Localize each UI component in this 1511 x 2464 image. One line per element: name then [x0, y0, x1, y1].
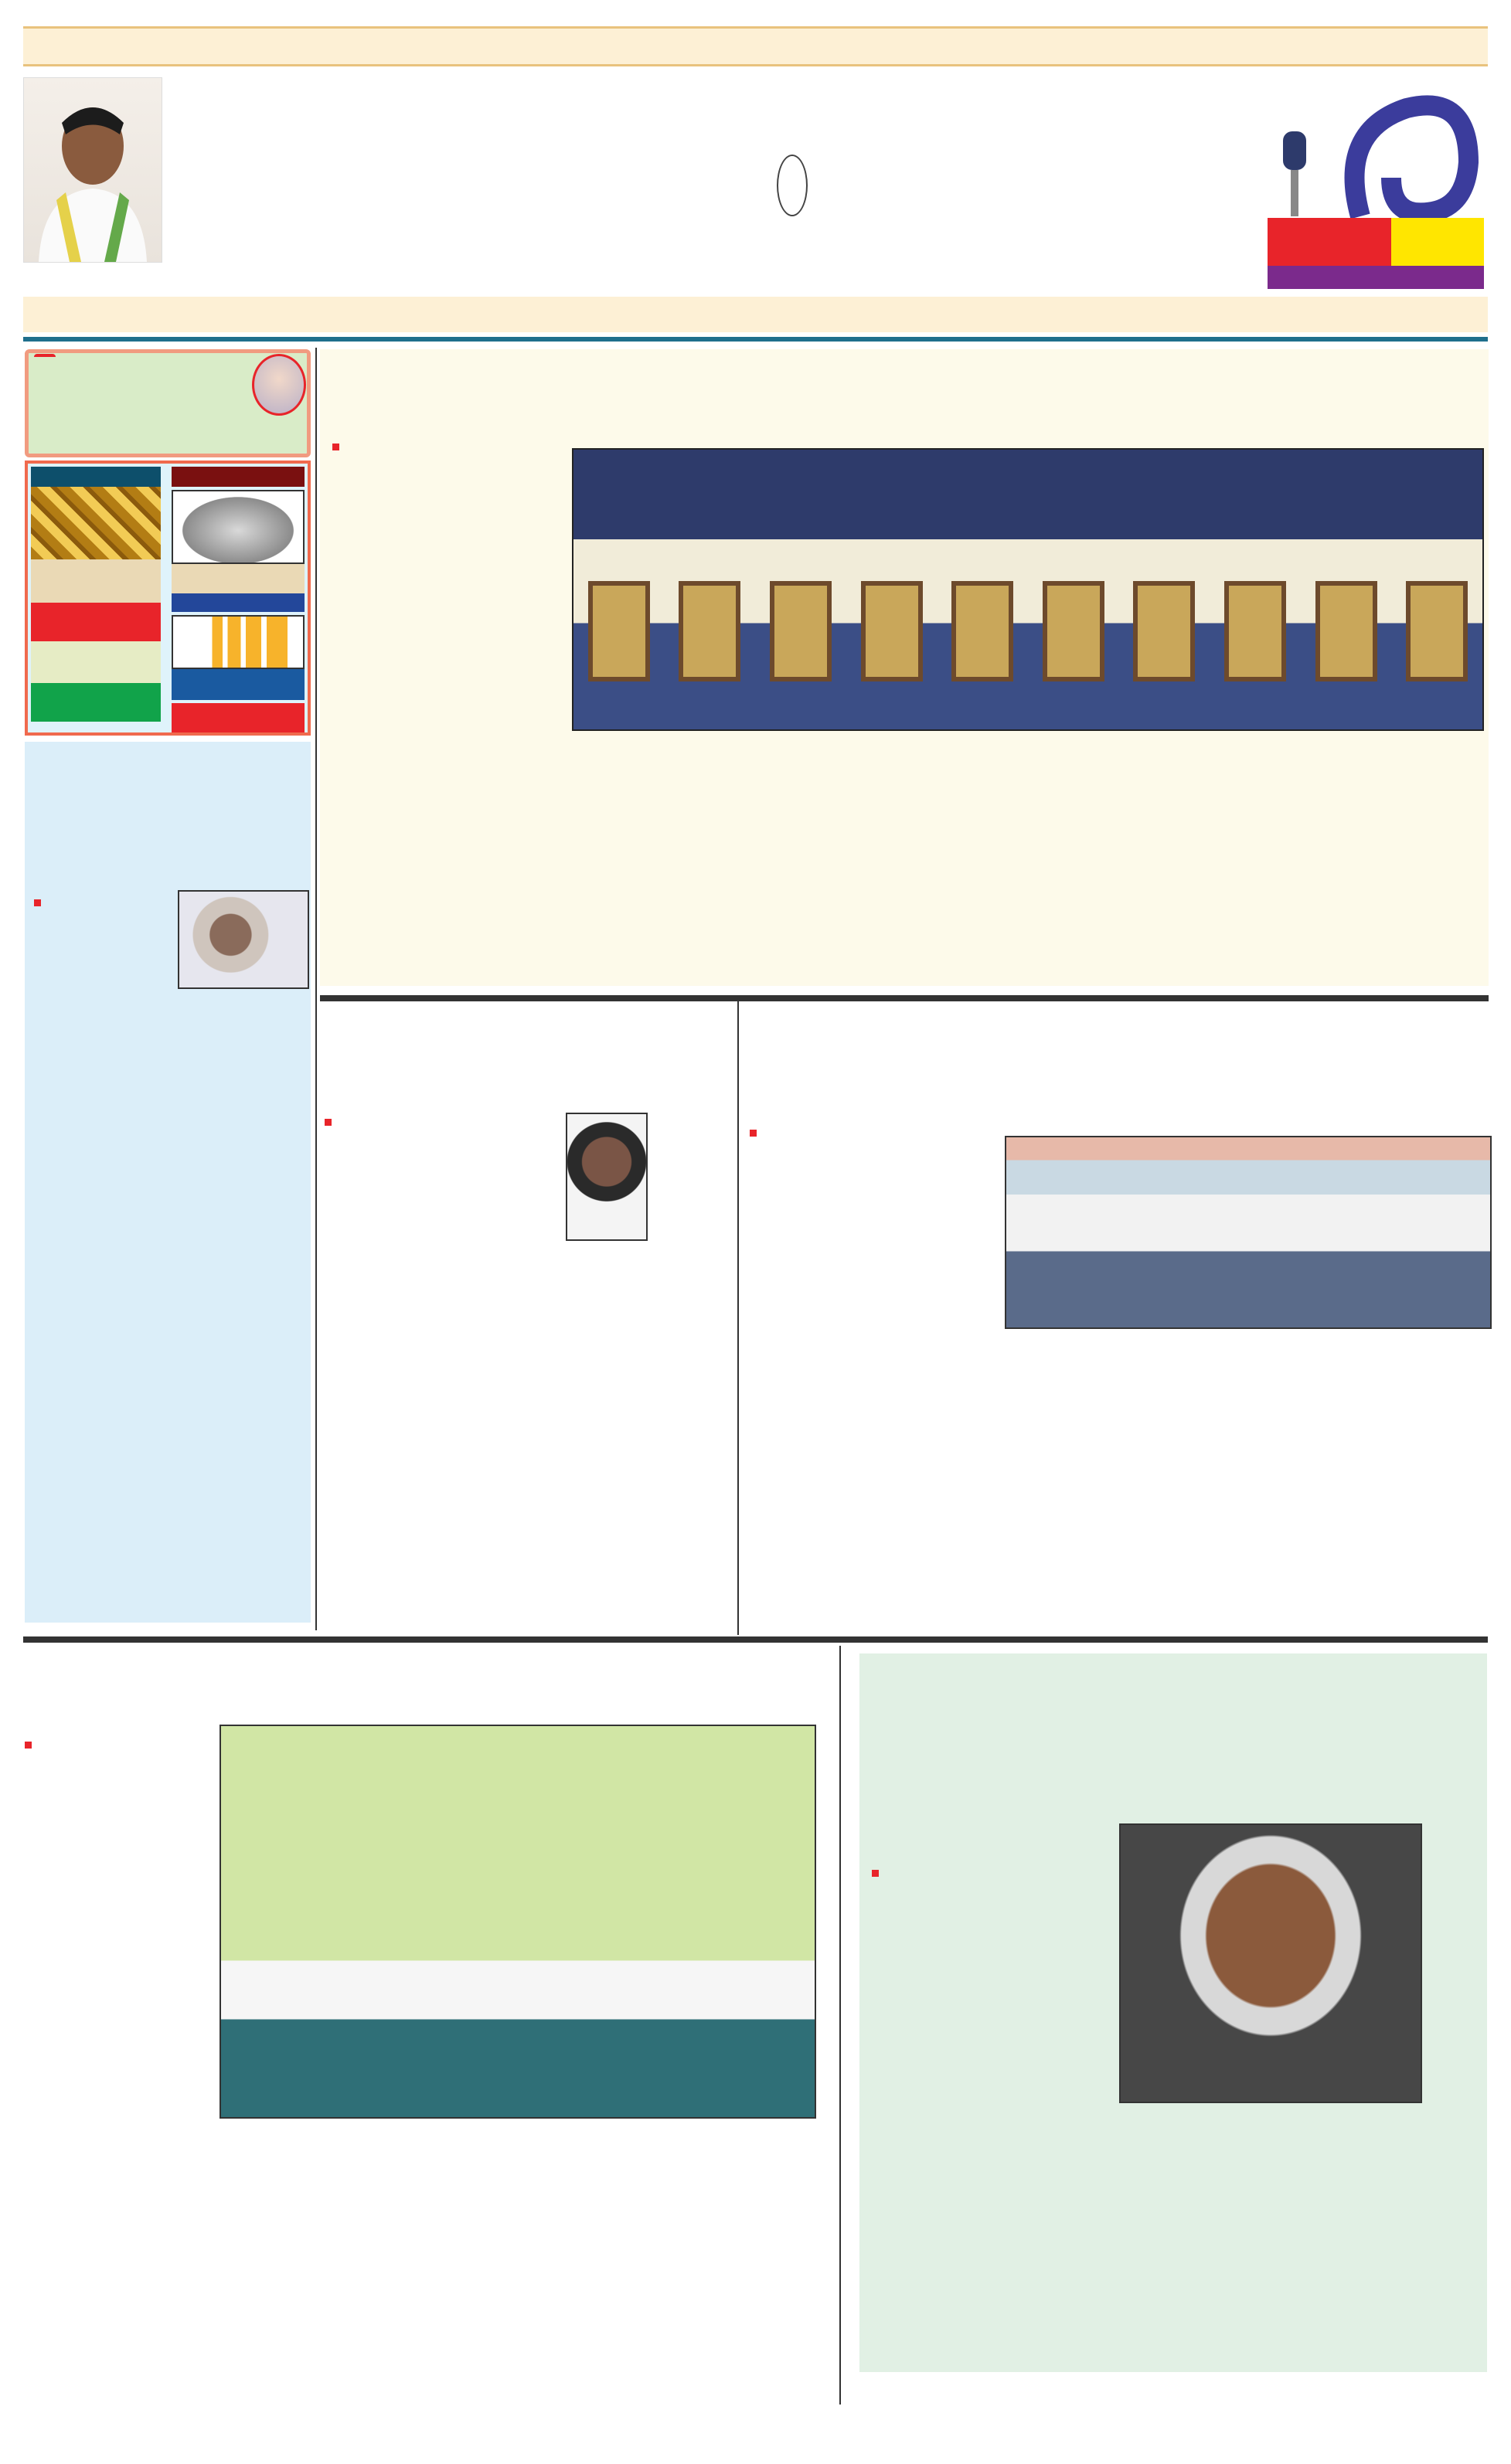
modi-byline	[25, 1742, 36, 1749]
local-story-byline	[34, 899, 46, 906]
compass-icon	[777, 155, 808, 216]
gold-rates	[31, 467, 161, 722]
diesel-box	[172, 703, 305, 732]
yelburga-byline	[750, 1130, 761, 1137]
local-election-story	[25, 742, 311, 1623]
section-divider	[23, 1636, 1488, 1643]
column-divider	[315, 348, 317, 1630]
silver-header	[172, 467, 305, 487]
certificate-frames	[573, 581, 1482, 689]
priyank-kharge-photo	[1119, 1823, 1422, 2103]
column-divider	[839, 1646, 841, 2405]
tv-badge	[1391, 218, 1484, 266]
bypass-road-ceremony-photo	[1005, 1136, 1492, 1329]
fuel-pump-image	[172, 615, 305, 669]
gold-header	[31, 467, 161, 487]
person-silhouette-icon	[35, 92, 151, 262]
silver-label	[172, 564, 305, 593]
subhashita-label	[34, 354, 56, 357]
dk-shivakumar-photo	[178, 890, 309, 989]
silver-fuel-rates	[172, 467, 305, 732]
newspaper-title	[255, 77, 1237, 255]
gold22-price-box	[31, 683, 161, 722]
kalam-portrait	[252, 354, 306, 416]
silver-price	[172, 593, 305, 612]
microphone-logo-icon	[1268, 85, 1492, 224]
gold24-label	[31, 559, 161, 603]
silver-bars-image	[172, 490, 305, 564]
editor-photo	[23, 77, 162, 263]
issue-info-bar	[23, 297, 1488, 332]
bjp-byline	[325, 1119, 336, 1126]
rates-box	[25, 461, 311, 736]
gold-bars-image	[31, 487, 161, 559]
lead-byline	[332, 444, 344, 450]
petrol-box	[172, 669, 305, 700]
parameshwara-photo	[566, 1113, 648, 1241]
water-byline	[872, 1870, 883, 1877]
masthead-divider	[23, 337, 1488, 342]
column-divider	[737, 1001, 739, 1635]
akshara-tv-english-label	[1268, 266, 1484, 289]
registration-bar	[23, 26, 1488, 66]
lead-photo-award-ceremony	[572, 448, 1484, 731]
section-divider	[320, 995, 1489, 1001]
waqf-protest-photo	[220, 1725, 816, 2119]
gold24-price-box	[31, 603, 161, 641]
gold22-label	[31, 641, 161, 683]
